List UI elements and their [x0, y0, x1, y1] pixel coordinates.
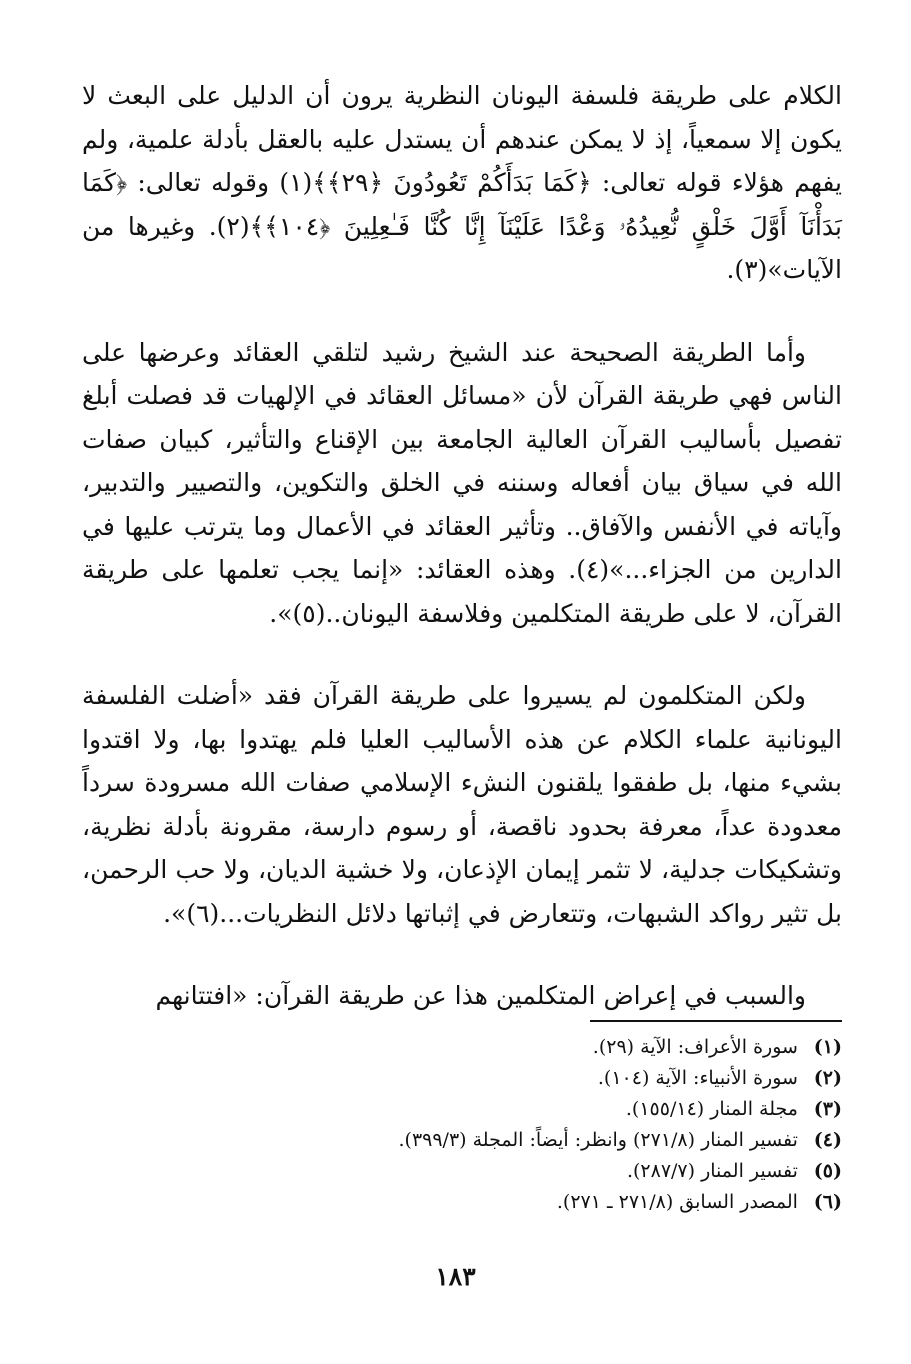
footnote: [82, 1032, 842, 1063]
footnote: [82, 1187, 842, 1218]
footnote-separator: [590, 1020, 842, 1022]
footnote-text: تفسير المنار (٢٨٧/٧).: [626, 1160, 798, 1182]
footnote: [82, 1125, 842, 1156]
footnote-number: (٦): [813, 1191, 842, 1213]
paragraph-4: والسبب في إعراض المتكلمين هذا عن طريقة القرآن: «افتتانهم: [155, 981, 806, 1010]
footnote-text: سورة الأنبياء: الآية (١٠٤).: [597, 1067, 798, 1089]
page-number: ١٨٣: [435, 1262, 476, 1291]
footnote: [82, 1063, 842, 1094]
paragraph-3: ولكن المتكلمون لم يسيروا على طريقة القرآن فقد «أضلت الفلسفة اليونانية علماء الكلام عن هذه الأساليب العليا فلم يهتدوا بها، ولا اقتدوا بشيء منها، بل طفقوا يلقنون النشء الإسلامي صفات الله مسرودة سرداً معدودة عداً، معرفة بحدود ناقصة، أو رسوم دارسة، مقرونة بأدلة نظرية، وتشكيكات جدلية، لا تثمر إيمان الإذعان، ولا خشية الديان، ولا حب الرحمن، بل تثير رواكد الشبهات، وتتعارض في إثباتها دلائل النظريات...(٦)».: [82, 681, 842, 928]
footnote-text: المصدر السابق (٢٧١/٨ ـ ٢٧١).: [556, 1191, 798, 1213]
footnote-text: سورة الأعراف: الآية (٢٩).: [592, 1036, 798, 1058]
footnote-text: مجلة المنار (١٥٥/١٤).: [625, 1098, 798, 1120]
main-text: [82, 74, 842, 1018]
paragraph-2: وأما الطريقة الصحيحة عند الشيخ رشيد لتلقي العقائد وعرضها على الناس فهي طريقة القرآن لأن «مسائل العقائد في الإلهيات قد فصلت أبلغ تفصيل بأساليب القرآن العالية الجامعة بين الإقناع والتأثير، كبيان صفات الله في سياق بيان أفعاله وسننه في الخلق والتكوين، والتصيير والتدبير، وآياته في الأنفس والآفاق.. وتأثير العقائد في الأعمال وما يترتب عليها في الدارين من الجزاء...»(٤). وهذه العقائد: «إنما يجب تعلمها على طريقة القرآن، لا على طريقة المتكلمين وفلاسفة اليونان..(٥)».: [82, 337, 842, 628]
footnote-number: (٢): [813, 1067, 842, 1089]
footnote-number: (٤): [813, 1129, 842, 1151]
footnote-number: (١): [813, 1036, 842, 1058]
paragraph-1: الكلام على طريقة فلسفة اليونان النظرية يرون أن الدليل على البعث لا يكون إلا سمعياً، إذ لا يمكن عندهم أن يستدل عليه بالعقل بأدلة علمية، ولم يفهم هؤلاء قوله تعالى: ﴿كَمَا بَدَأَكُمْ تَعُودُونَ ﴿٢٩﴾﴾(١) وقوله تعالى: ﴿كَمَا بَدَأْنَآ أَوَّلَ خَلْقٍ نُّعِيدُهُۥ وَعْدًا عَلَيْنَآ إِنَّا كُنَّا فَـٰعِلِينَ ﴿١٠٤﴾﴾(٢). وغيرها من الآيات»(٣).: [82, 81, 842, 284]
footnote: [82, 1156, 842, 1187]
footnote: [82, 1094, 842, 1125]
footnote-text: تفسير المنار (٢٧١/٨) وانظر: أيضاً: المجلة (٣٩٩/٣).: [398, 1129, 798, 1151]
footnote-number: (٥): [813, 1160, 842, 1182]
footnotes: [82, 1032, 842, 1218]
footnote-number: (٣): [813, 1098, 842, 1120]
